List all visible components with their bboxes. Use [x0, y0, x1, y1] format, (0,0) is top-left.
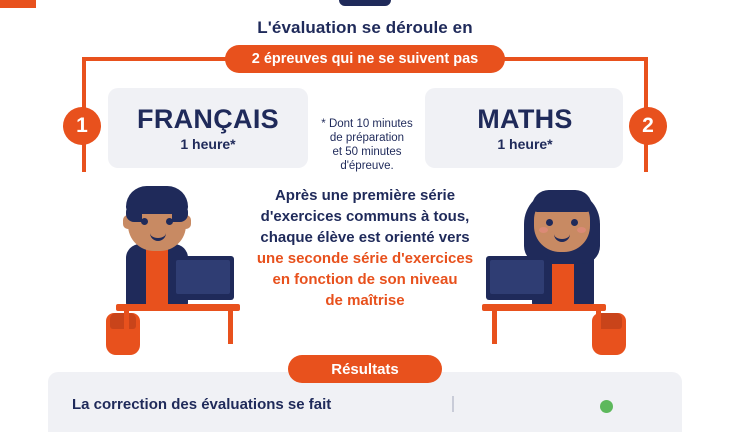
monitor-left-screen	[176, 260, 230, 294]
girl-cheek-left	[539, 227, 548, 233]
middle-paragraph-line5: en fonction de son niveau	[272, 271, 458, 288]
desk-right-leg-1	[492, 304, 497, 344]
subject-francais	[108, 104, 308, 152]
boy-hair-sideburn-left	[126, 204, 142, 222]
step-number-2: 2	[629, 107, 667, 145]
subject-maths-duration: 1 heure*	[497, 136, 553, 152]
middle-paragraph	[250, 185, 480, 311]
girl-fringe	[532, 190, 592, 212]
duration-footnote-line2: de préparation	[329, 132, 405, 144]
girl-eye-left	[546, 219, 553, 226]
duration-footnote-line3: et 50 minutes d'épreuve.	[332, 146, 402, 172]
girl-cheek-right	[577, 227, 586, 233]
desk-left-top	[116, 304, 240, 311]
page-title: L'évaluation se déroule en	[257, 18, 473, 37]
middle-paragraph-line1: Après une première série	[274, 187, 456, 204]
boy-eye-left	[141, 218, 148, 225]
subject-maths	[425, 104, 625, 152]
middle-paragraph-line2: d'exercices communs à tous,	[260, 208, 470, 225]
desk-right-top	[482, 304, 606, 311]
monitor-right-screen	[490, 260, 544, 294]
girl-eye-right	[571, 219, 578, 226]
middle-paragraph-line3: chaque élève est orienté vers	[260, 229, 470, 246]
boy-hair-sideburn-right	[172, 204, 188, 222]
green-status-dot-icon	[600, 400, 613, 413]
desk-left-leg-1	[124, 304, 129, 344]
desk-left-leg-2	[228, 304, 233, 344]
boy-jacket-left	[126, 244, 146, 306]
desk-right-leg-2	[596, 304, 601, 344]
middle-paragraph-line4: une seconde série d'exercices	[256, 250, 474, 267]
subject-maths-title: MATHS	[477, 104, 573, 134]
subject-francais-duration: 1 heure*	[180, 136, 236, 152]
backpack-left-flap	[110, 313, 136, 329]
top-banner-stub	[339, 0, 391, 6]
duration-footnote	[305, 117, 429, 173]
step-number-1: 1	[63, 107, 101, 145]
bracket-right-foot	[0, 4, 36, 8]
boy-eye-right	[166, 218, 173, 225]
duration-footnote-line1: * Dont 10 minutes	[321, 118, 413, 130]
resultats-badge: Résultats	[288, 355, 442, 383]
epreuves-badge: 2 épreuves qui ne se suivent pas	[225, 45, 505, 73]
subject-francais-title: FRANÇAIS	[137, 104, 279, 134]
middle-paragraph-line6: de maîtrise	[325, 292, 405, 309]
results-description: La correction des évaluations se fait	[72, 396, 332, 413]
